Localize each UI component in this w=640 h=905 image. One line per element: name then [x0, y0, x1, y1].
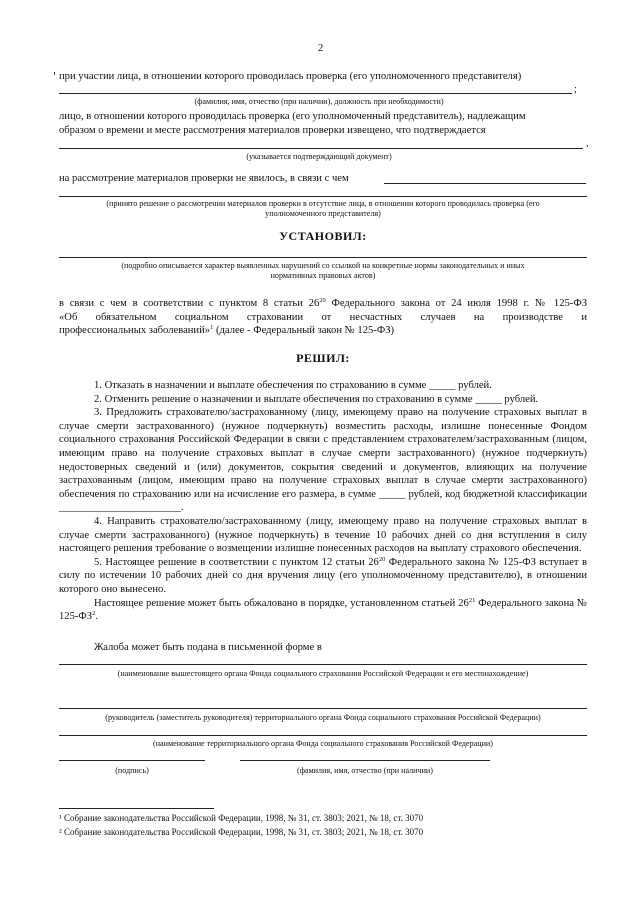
semicolon: ; [574, 84, 577, 95]
caption-document: (указывается подтверждающий документ) [246, 152, 392, 161]
fill-line-reason [384, 183, 586, 184]
caption-higher-authority: (наименование вышестоящего органа Фонда социального страхования Российской Федерации и его местонахождение) [117, 669, 529, 678]
notified-line-2: образом о времени и месте рассмотрения материалов проверки извещено, что подтверждается [59, 124, 486, 136]
fill-line-person [59, 93, 572, 94]
fill-line-head [59, 708, 587, 709]
comma: , [586, 138, 589, 149]
fill-line-document [59, 148, 583, 149]
footnote-separator [59, 808, 214, 809]
caption-fio: (фамилия, имя, отчество (при наличии), должность при необходимости) [194, 97, 444, 106]
caption-decision-absence: (принято решение о рассмотрении материалов проверки в отсутствие лица, в отношении которого проводилась проверка (его уполномоченного представителя) [106, 199, 540, 218]
fill-line-authority [59, 664, 587, 665]
item-5: 5. Настоящее решение в соответствии с пунктом 12 статьи $26^{20}$ Федерального закона № 125-ФЗ вступает в силу по истечении 10 рабочих дней со дня вручения лицу (его уполномоченному представителю), в отношении которого оно вынесено. [59, 555, 587, 595]
fill-line-name [240, 760, 490, 761]
tick-mark [54, 72, 55, 75]
caption-violations: (подробно описывается характер выявленных нарушений со ссылкой на конкретные нормы законодательных и иных нормативных правовых актов) [121, 261, 525, 280]
item-2: 2. Отменить решение о назначении и выплате обеспечения по страхованию в сумме _____ рублей. [94, 393, 539, 405]
fill-line-signature [59, 760, 205, 761]
footnote-1: ¹ Собрание законодательства Российской Федерации, 1998, № 31, ст. 3803; 2021, № 18, ст. 3070 [59, 813, 424, 823]
participation-text: при участии лица, в отношении которого проводилась проверка (его уполномоченного представителя) [59, 71, 522, 82]
item-3: 3. Предложить страхователю/застрахованному (лицу, имеющему право на получение страховых выплат в случае смерти застрахованного) (нужное подчеркнуть) возместить расходы, излишне понесенные Фондом социального страхования Российской Федерации в связи с представлением страхователем/застрахованным (лицом, имеющим право на получение страховых выплат в случае смерти застрахованного) (нужное подчеркнуть) недостоверных сведений и (или) документов, сокрытия сведений и документов, влияющих на получение застрахованным (лицом, имеющим право на получение страховых выплат в случае смерти застрахованного) обеспечения по страхованию или на исчисление его размера, в сумме _____ рублей, код бюджетной классификации _______________________. [59, 407, 587, 514]
item-4: 4. Направить страхователю/застрахованному (лицу, имеющему право на получение страховых выплат в случае смерти застрахованного) (нужное подчеркнуть) в течение 10 рабочих дней со дня вступления в силу настоящего решения требование о возмещении излишне понесенных расходов на выплату страхового обеспечения. [59, 515, 587, 555]
fill-line-violations [59, 257, 587, 258]
caption-name: (фамилия, имя, отчество (при наличии) [297, 766, 433, 775]
footnote-2: ² Собрание законодательства Российской Федерации, 1998, № 31, ст. 3803; 2021, № 18, ст. 3070 [59, 827, 424, 837]
appeal-order: Настоящее решение может быть обжаловано в порядке, установленном статьей $26^{21}$ Федерального закона № $125-ФЗ^2$. [59, 596, 588, 623]
noshow-text: на рассмотрение материалов проверки не явилось, в связи с чем [59, 173, 349, 184]
fill-line-territorial [59, 735, 587, 736]
heading-reshil: РЕШИЛ: [296, 351, 350, 365]
law-reference-paragraph: в связи с чем в соответствии с пунктом 8 статьи $26^{20}$ Федерального закона от 24 июля 1998 г. № 125-ФЗ «Об обязательном социальном страховании от несчастных случаев на производстве и профессиональных заболеваний»$^1$ (далее - Федеральный закон № 125-ФЗ) [59, 297, 587, 337]
caption-territorial: (наименование территориального органа Фонда социального страхования Российской Федерации) [153, 739, 493, 748]
complaint-text: Жалоба может быть подана в письменной форме в [94, 642, 322, 653]
decision-items [59, 379, 587, 624]
fill-line-reason-2 [59, 196, 587, 197]
notified-line-1: лицо, в отношении которого проводилась проверка (его уполномоченный представитель), надлежащим [59, 111, 526, 122]
heading-ustanovil: УСТАНОВИЛ: [279, 229, 367, 243]
caption-head: (руководитель (заместитель руководителя) территориального органа Фонда социального страхования Российской Федерации) [105, 713, 541, 722]
caption-signature: (подпись) [115, 766, 149, 775]
notified-text [59, 110, 587, 137]
page-number: 2 [318, 43, 324, 54]
item-1: 1. Отказать в назначении и выплате обеспечения по страхованию в сумме _____ рублей. [94, 380, 492, 391]
